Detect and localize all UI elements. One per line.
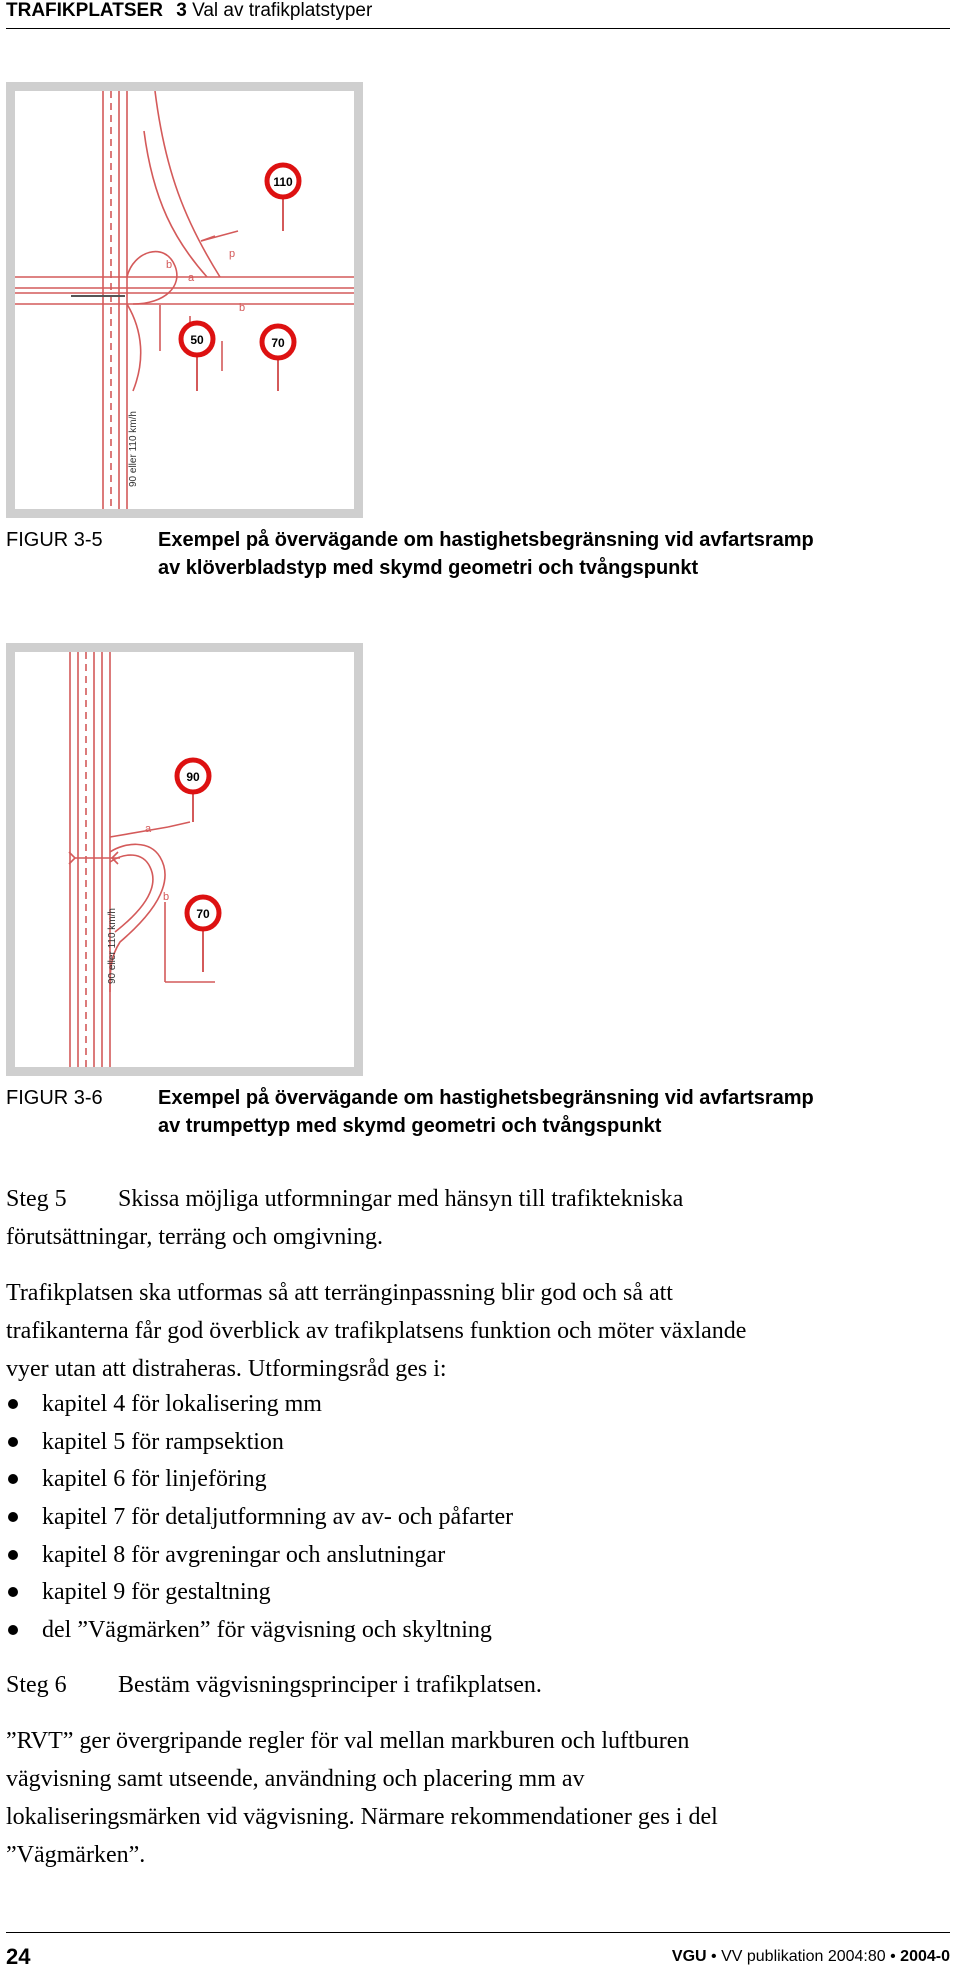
svg-text:110: 110 [273, 175, 293, 189]
list-item: kapitel 4 för lokalisering mm [6, 1386, 906, 1424]
caption-line: Exempel på övervägande om hastighetsbegränsning vid avfartsramp [158, 529, 814, 551]
paragraph-line: Trafikplatsen ska utformas så att terränginpassning blir god och så att [6, 1280, 673, 1306]
paragraph-line: lokaliseringsmärken vid vägvisning. Närmare rekommendationer ges i del [6, 1804, 718, 1830]
road-speed-label: 90 eller 110 km/h [128, 411, 139, 487]
paragraph-signage [6, 1722, 950, 1874]
marker-b: b [166, 259, 173, 271]
figure-3-5-svg [15, 91, 354, 509]
paragraph-line: ”RVT” ger övergripande regler för val mellan markburen och luftburen [6, 1728, 690, 1754]
list-item: kapitel 7 för detaljutformning av av- och påfarter [6, 1499, 906, 1537]
road-speed-label: 90 eller 110 km/h [107, 908, 118, 984]
footer-vgu: VGU [671, 1948, 707, 1965]
list-item: kapitel 6 för linjeföring [6, 1461, 906, 1499]
figure-3-6-diagram [6, 643, 363, 1076]
svg-text:50: 50 [190, 333, 204, 347]
footer-divider [6, 1932, 950, 1933]
paragraph-line: vägvisning samt utseende, användning och placering mm av [6, 1766, 585, 1792]
paragraph-design [6, 1274, 950, 1388]
paragraph-line: trafikanterna får god överblick av trafikplatsens funktion och möter växlande [6, 1318, 747, 1344]
speed-sign-70 [262, 326, 294, 358]
svg-text:70: 70 [196, 907, 210, 921]
marker-p: p [229, 248, 236, 260]
section-number: 3 [176, 0, 187, 21]
page-number: 24 [6, 1944, 31, 1969]
footer-publication: VGU • VV publikation 2004:80 • 2004-0 [671, 1948, 950, 1965]
step-5-label: Steg 5 [6, 1186, 67, 1212]
caption-line: av trumpettyp med skymd geometri och tvångspunkt [158, 1115, 662, 1137]
marker-b: b [163, 891, 170, 903]
page-header [6, 0, 950, 29]
step-5-text: Skissa möjliga utformningar med hänsyn till trafiktekniska [118, 1186, 684, 1212]
chapter-title: TRAFIKPLATSER [6, 0, 163, 21]
caption-line: Exempel på övervägande om hastighetsbegränsning vid avfartsramp [158, 1087, 814, 1109]
step-5-text-continued: förutsättningar, terräng och omgivning. [6, 1224, 383, 1250]
step-6-text: Bestäm vägvisningsprinciper i trafikplatsen. [118, 1672, 542, 1698]
speed-sign-90 [177, 760, 209, 792]
marker-a: a [145, 823, 152, 835]
chapter-reference-list [6, 1386, 906, 1650]
section-title: Val av trafikplatstyper [192, 0, 373, 21]
footer-year: 2004-0 [900, 1948, 950, 1965]
speed-sign-50 [181, 323, 213, 355]
marker-b2: b [239, 302, 246, 314]
footer-publication-id: VV publikation 2004:80 [721, 1948, 886, 1965]
speed-sign-110 [267, 165, 299, 197]
figure-3-5-diagram [6, 82, 363, 518]
list-item: kapitel 9 för gestaltning [6, 1574, 906, 1612]
svg-text:70: 70 [271, 336, 285, 350]
caption-line: av klöverbladstyp med skymd geometri och tvångspunkt [158, 557, 699, 579]
paragraph-line: vyer utan att distraheras. Utformingsråd ges i: [6, 1356, 447, 1382]
figure-3-6-svg [15, 652, 354, 1067]
speed-sign-70 [187, 897, 219, 929]
list-item: kapitel 8 för avgreningar och anslutningar [6, 1537, 906, 1575]
svg-text:90: 90 [186, 770, 200, 784]
figure-number: FIGUR 3-5 [6, 529, 103, 551]
list-item: del ”Vägmärken” för vägvisning och skyltning [6, 1612, 906, 1650]
paragraph-line: ”Vägmärken”. [6, 1842, 146, 1868]
figure-number: FIGUR 3-6 [6, 1087, 103, 1109]
step-6-label: Steg 6 [6, 1672, 67, 1698]
marker-a: a [188, 272, 195, 284]
list-item: kapitel 5 för rampsektion [6, 1424, 906, 1462]
